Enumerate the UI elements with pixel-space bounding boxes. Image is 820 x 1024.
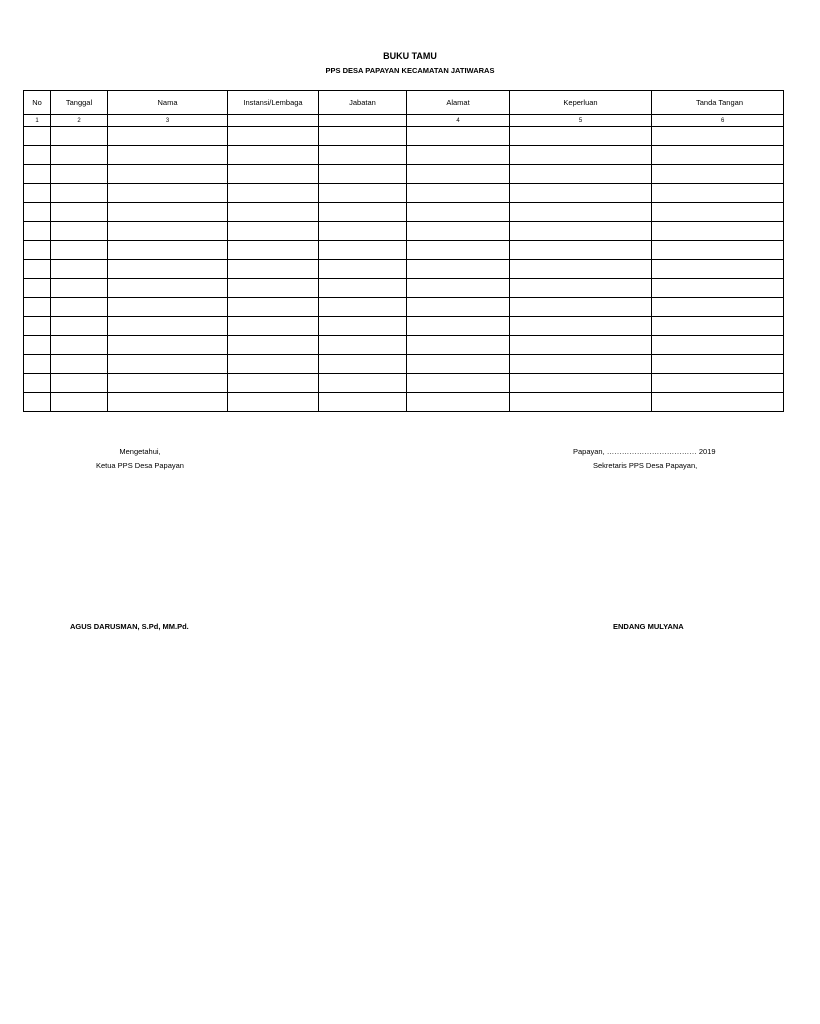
table-cell	[108, 393, 228, 412]
table-cell	[510, 279, 652, 298]
table-cell	[510, 355, 652, 374]
table-cell	[652, 127, 784, 146]
table-cell	[407, 127, 510, 146]
table-cell	[319, 336, 407, 355]
table-cell	[108, 374, 228, 393]
table-cell	[510, 222, 652, 241]
table-cell	[319, 203, 407, 222]
table-cell	[228, 279, 319, 298]
table-cell	[228, 355, 319, 374]
table-cell	[108, 298, 228, 317]
table-cell	[407, 336, 510, 355]
table-cell	[510, 374, 652, 393]
left-signatory-role: Ketua PPS Desa Papayan	[96, 461, 184, 470]
table-cell	[24, 317, 51, 336]
header-jabatan: Jabatan	[319, 91, 407, 115]
header-tanggal: Tanggal	[51, 91, 108, 115]
table-cell	[652, 184, 784, 203]
table-row	[24, 317, 784, 336]
table-cell	[108, 184, 228, 203]
table-cell	[228, 184, 319, 203]
table-cell	[24, 241, 51, 260]
table-cell	[510, 127, 652, 146]
table-cell	[108, 203, 228, 222]
table-row	[24, 374, 784, 393]
table-cell	[407, 393, 510, 412]
table-cell	[51, 374, 108, 393]
table-cell	[24, 146, 51, 165]
table-header-row	[24, 91, 784, 115]
table-cell	[108, 165, 228, 184]
table-cell	[228, 165, 319, 184]
table-cell	[51, 393, 108, 412]
table-cell	[510, 241, 652, 260]
table-row	[24, 203, 784, 222]
right-signature-block	[560, 445, 724, 475]
table-cell	[652, 374, 784, 393]
table-cell	[407, 203, 510, 222]
table-cell	[407, 279, 510, 298]
header-tanda-tangan: Tanda Tangan	[652, 91, 784, 115]
table-cell	[51, 241, 108, 260]
header-no: No	[24, 91, 51, 115]
index-cell: 4	[407, 115, 510, 127]
table-cell	[652, 146, 784, 165]
table-cell	[319, 127, 407, 146]
table-cell	[652, 298, 784, 317]
table-cell	[51, 336, 108, 355]
table-row	[24, 355, 784, 374]
right-signatory-role: Sekretaris PPS Desa Papayan,	[593, 461, 698, 470]
table-cell	[51, 298, 108, 317]
table-cell	[652, 222, 784, 241]
table-row	[24, 260, 784, 279]
table-cell	[407, 317, 510, 336]
table-cell	[24, 374, 51, 393]
table-cell	[407, 298, 510, 317]
index-cell: 6	[652, 115, 784, 127]
table-cell	[51, 355, 108, 374]
index-cell: 5	[510, 115, 652, 127]
table-cell	[319, 241, 407, 260]
index-cell: 3	[108, 115, 228, 127]
index-cell: 1	[24, 115, 51, 127]
table-cell	[228, 317, 319, 336]
table-cell	[407, 374, 510, 393]
table-cell	[652, 393, 784, 412]
table-cell	[51, 260, 108, 279]
table-cell	[407, 355, 510, 374]
table-cell	[652, 241, 784, 260]
table-cell	[228, 260, 319, 279]
table-cell	[510, 165, 652, 184]
table-cell	[652, 279, 784, 298]
table-cell	[24, 355, 51, 374]
table-cell	[24, 165, 51, 184]
table-row	[24, 336, 784, 355]
table-cell	[108, 355, 228, 374]
table-cell	[652, 260, 784, 279]
table-cell	[319, 279, 407, 298]
table-cell	[652, 203, 784, 222]
table-cell	[24, 203, 51, 222]
acknowledge-label: Mengetahui,	[119, 447, 161, 456]
table-cell	[108, 127, 228, 146]
table-cell	[319, 298, 407, 317]
header-alamat: Alamat	[407, 91, 510, 115]
table-row	[24, 146, 784, 165]
table-cell	[228, 222, 319, 241]
right-signatory-name: ENDANG MULYANA	[613, 622, 684, 631]
table-cell	[228, 146, 319, 165]
guest-book-table	[23, 90, 784, 412]
table-cell	[108, 260, 228, 279]
column-index-row	[24, 115, 784, 127]
table-cell	[319, 260, 407, 279]
table-cell	[319, 374, 407, 393]
table-cell	[51, 165, 108, 184]
guest-book-table-container	[23, 90, 743, 428]
table-row	[24, 393, 784, 412]
header-keperluan: Keperluan	[510, 91, 652, 115]
table-cell	[407, 222, 510, 241]
table-cell	[108, 146, 228, 165]
index-cell	[228, 115, 319, 127]
table-cell	[24, 298, 51, 317]
table-cell	[51, 279, 108, 298]
header-nama: Nama	[108, 91, 228, 115]
table-cell	[510, 317, 652, 336]
table-cell	[510, 393, 652, 412]
table-cell	[24, 336, 51, 355]
table-cell	[51, 317, 108, 336]
table-cell	[510, 298, 652, 317]
header-instansi: Instansi/Lembaga	[228, 91, 319, 115]
table-cell	[407, 146, 510, 165]
table-cell	[319, 317, 407, 336]
table-cell	[108, 222, 228, 241]
table-row	[24, 241, 784, 260]
index-cell	[319, 115, 407, 127]
table-cell	[51, 222, 108, 241]
table-cell	[319, 393, 407, 412]
table-cell	[407, 165, 510, 184]
table-row	[24, 127, 784, 146]
table-cell	[108, 336, 228, 355]
table-cell	[319, 146, 407, 165]
table-cell	[228, 374, 319, 393]
table-cell	[319, 165, 407, 184]
table-cell	[407, 241, 510, 260]
table-cell	[24, 260, 51, 279]
table-cell	[51, 203, 108, 222]
table-cell	[24, 393, 51, 412]
document-subtitle: PPS DESA PAPAYAN KECAMATAN JATIWARAS	[325, 66, 495, 75]
table-cell	[407, 184, 510, 203]
table-cell	[24, 222, 51, 241]
table-row	[24, 279, 784, 298]
table-cell	[228, 336, 319, 355]
table-cell	[24, 127, 51, 146]
table-cell	[24, 279, 51, 298]
table-cell	[319, 222, 407, 241]
table-cell	[108, 279, 228, 298]
table-cell	[510, 203, 652, 222]
table-cell	[228, 203, 319, 222]
table-cell	[652, 317, 784, 336]
table-cell	[652, 165, 784, 184]
table-cell	[510, 336, 652, 355]
table-cell	[24, 184, 51, 203]
index-cell: 2	[51, 115, 108, 127]
table-cell	[510, 184, 652, 203]
table-cell	[51, 146, 108, 165]
table-cell	[228, 127, 319, 146]
table-cell	[228, 393, 319, 412]
table-cell	[652, 336, 784, 355]
left-signatory-name: AGUS DARUSMAN, S.Pd, MM.Pd.	[70, 622, 189, 631]
table-cell	[51, 127, 108, 146]
table-cell	[510, 146, 652, 165]
table-cell	[319, 184, 407, 203]
table-cell	[652, 355, 784, 374]
table-cell	[319, 355, 407, 374]
table-row	[24, 298, 784, 317]
table-row	[24, 165, 784, 184]
document-title: BUKU TAMU	[383, 51, 437, 61]
table-row	[24, 222, 784, 241]
table-cell	[51, 184, 108, 203]
table-cell	[228, 241, 319, 260]
table-cell	[228, 298, 319, 317]
table-cell	[510, 260, 652, 279]
place-date-line: Papayan, ……………………………… 2019	[573, 447, 716, 456]
table-cell	[407, 260, 510, 279]
table-cell	[108, 241, 228, 260]
table-cell	[108, 317, 228, 336]
table-row	[24, 184, 784, 203]
